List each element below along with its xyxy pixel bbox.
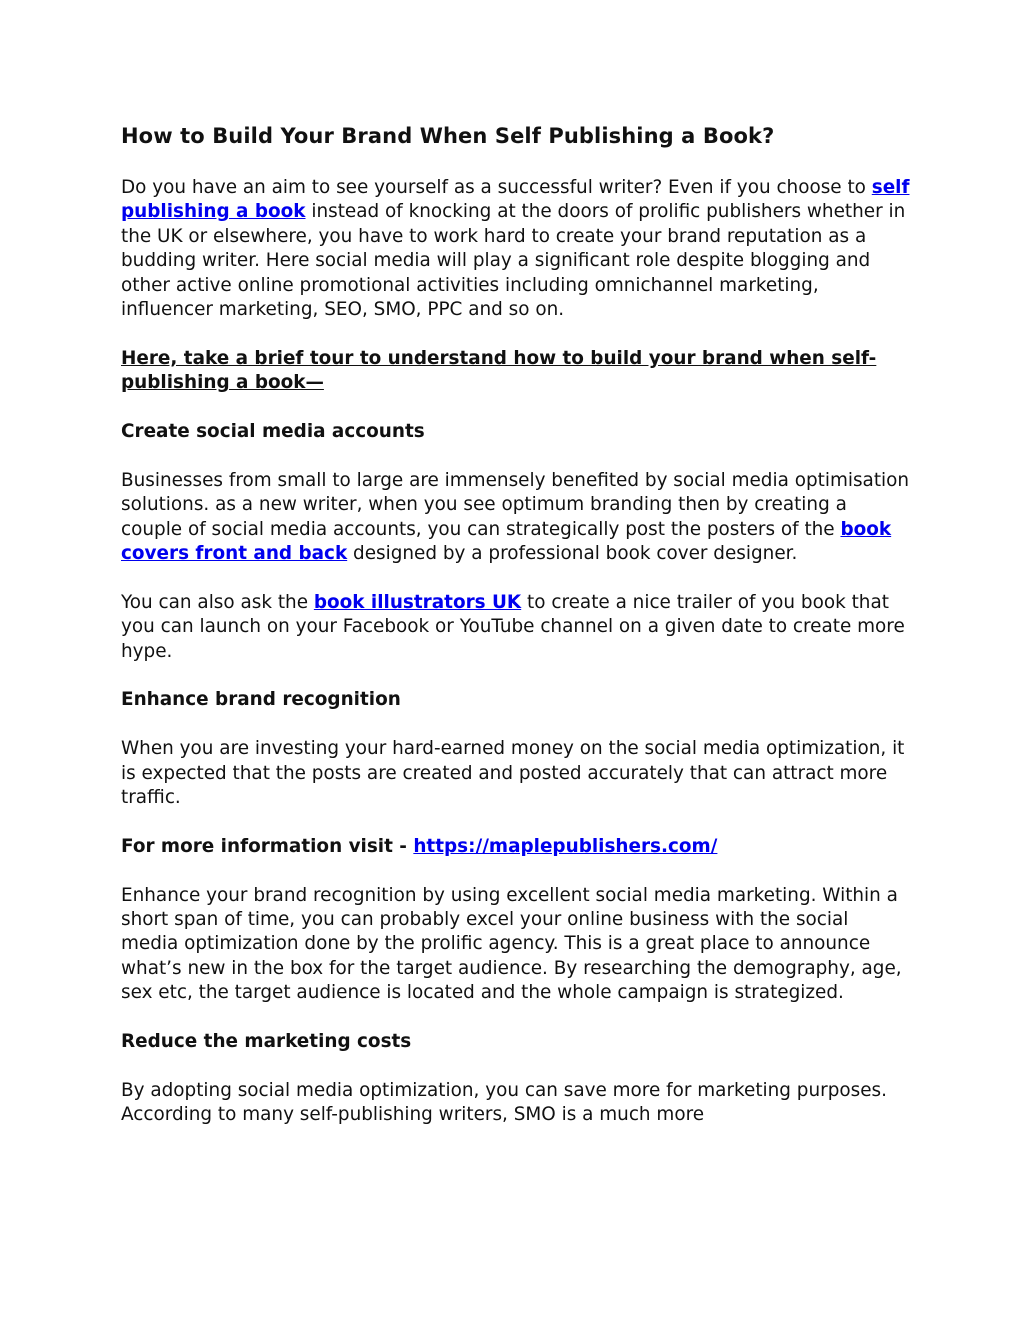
intro-paragraph [121,176,911,322]
intro-text-end: instead of knocking at the doors of prolific publishers whether in the UK or elsewhere, you have to work hard to create your brand reputation as a budding writer. Here social media will play a significant role despite blogging and other active online promotional activities including omnichannel marketing, influencer marketing, SEO, SMO, PPC and so on. [121,201,906,321]
social-accounts-paragraph [121,469,911,567]
section-heading-brand-recognition: Enhance brand recognition [121,689,401,711]
brand-recognition-detail-paragraph: Enhance your brand recognition by using excellent social media marketing. Within a short span of time, you can probably excel your online business with the social media optimization done by the prolific agency. This is a great place to announce what’s new in the box for the target audience. By researching the demography, age, sex etc, the target audience is located and the whole campaign is strategized. [121,884,902,1004]
document-page [121,120,911,1128]
tour-heading: Here, take a brief tour to understand how to build your brand when self-publishing a book— [121,347,877,394]
self-publishing-link[interactable]: self publishing a book [121,177,910,223]
more-info-label: For more information visit - [121,835,414,857]
intro-text-start: Do you have an aim to see yourself as a successful writer? Even if you choose to [121,177,872,198]
page-title: How to Build Your Brand When Self Publishing a Book? [121,124,775,148]
marketing-costs-paragraph: By adopting social media optimization, you can save more for marketing purposes. According to many self-publishing writers, SMO is a much more [121,1079,887,1126]
book-covers-link[interactable]: book covers front and back [121,518,892,565]
illustrators-text-end: to create a nice trailer of you book that you can launch on your Facebook or YouTube channel on a given date to create more hype. [121,591,905,662]
maplepublishers-link[interactable]: https://maplepublishers.com/ [413,835,718,857]
illustrators-paragraph [121,591,911,664]
section-heading-social-accounts: Create social media accounts [121,421,425,443]
brand-recognition-paragraph: When you are investing your hard-earned money on the social media optimization, it is expected that the posts are created and posted accurately that can attract more traffic. [121,738,905,809]
more-info-line [121,835,911,859]
social-accounts-text-start: Businesses from small to large are immensely benefited by social media optimisation solutions. as a new writer, when you see optimum branding then by creating a couple of social media accounts, you can strategically post the posters of the [121,469,910,540]
illustrators-text-start: You can also ask the [121,591,314,613]
section-heading-marketing-costs: Reduce the marketing costs [121,1031,412,1053]
social-accounts-text-end: designed by a professional book cover designer. [347,543,798,565]
book-illustrators-link[interactable]: book illustrators UK [313,591,522,613]
